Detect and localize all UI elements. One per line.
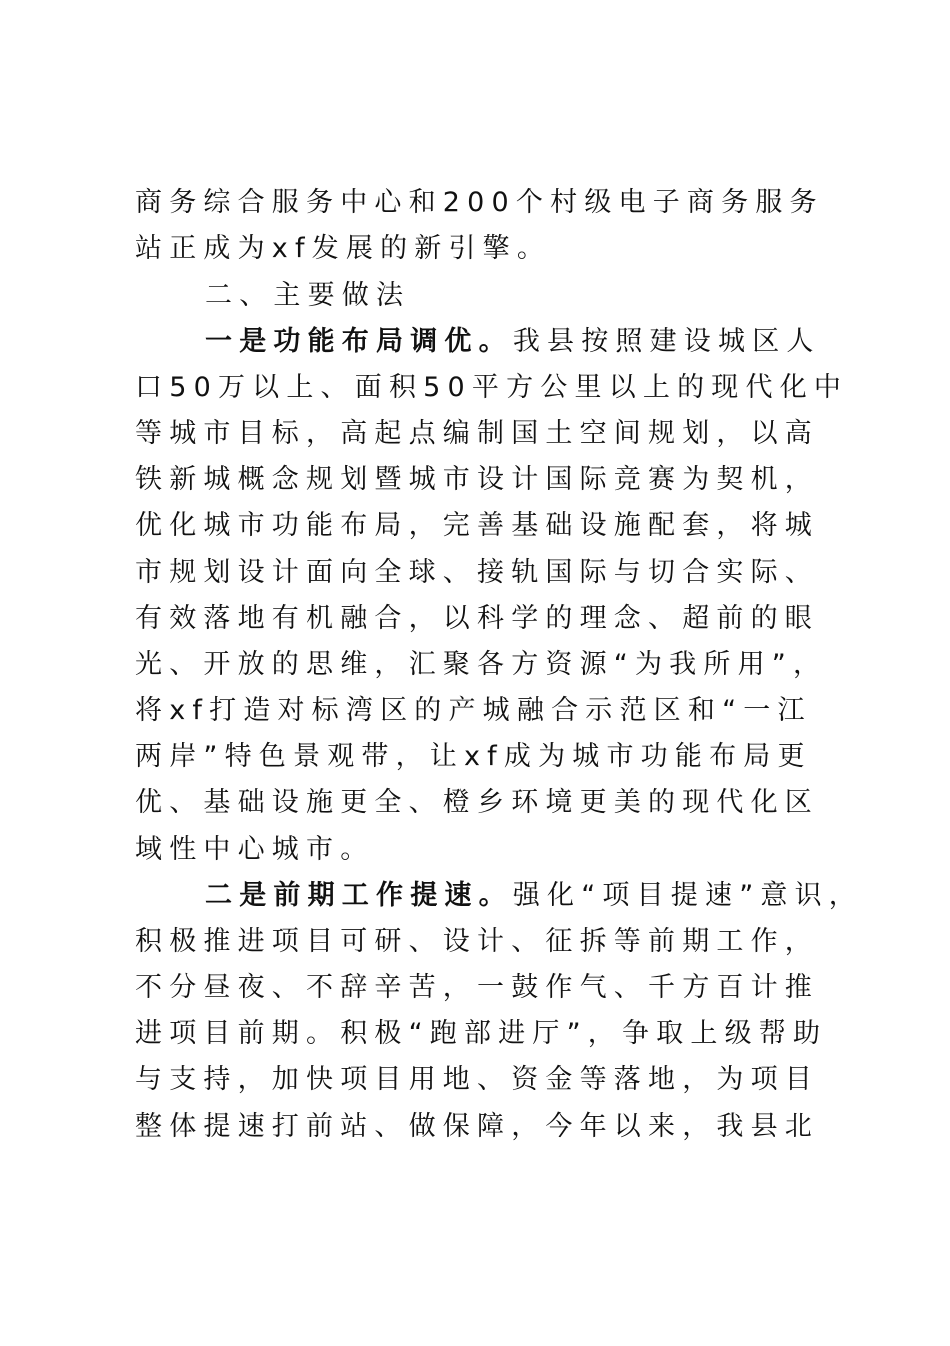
text-line: 等城市目标，高起点编制国土空间规划，以高 bbox=[135, 418, 819, 449]
text-line: 不分昼夜、不辞辛苦，一鼓作气、千方百计推 bbox=[135, 972, 819, 1003]
point-one-lead: 一是功能布局调优。 bbox=[205, 326, 513, 357]
point-one-text: 我县按照建设城区人 bbox=[512, 326, 821, 357]
text-line: 两岸”特色景观带，让xf成为城市功能布局更 bbox=[135, 741, 812, 772]
text-line bbox=[205, 322, 905, 362]
text-line: 与支持，加快项目用地、资金等落地，为项目 bbox=[135, 1064, 819, 1095]
text-line: 将xf打造对标湾区的产城融合示范区和“一江 bbox=[135, 695, 812, 726]
section-heading: 二、主要做法 bbox=[205, 280, 411, 311]
text-line: 优、基础设施更全、橙乡环境更美的现代化区 bbox=[135, 787, 819, 818]
text-line: 域性中心城市。 bbox=[135, 834, 375, 865]
point-two-lead: 二是前期工作提速。 bbox=[205, 880, 513, 911]
text-line: 进项目前期。积极“跑部进厅”，争取上级帮助 bbox=[135, 1018, 828, 1049]
text-line: 积极推进项目可研、设计、征拆等前期工作， bbox=[135, 926, 819, 957]
text-line: 市规划设计面向全球、接轨国际与切合实际、 bbox=[135, 557, 819, 588]
text-line: 口50万以上、面积50平方公里以上的现代化中 bbox=[135, 372, 849, 403]
text-line: 铁新城概念规划暨城市设计国际竞赛为契机， bbox=[135, 464, 819, 495]
text-line: 商务综合服务中心和200个村级电子商务服务 bbox=[135, 187, 824, 218]
text-line bbox=[205, 876, 863, 916]
text-line: 有效落地有机融合，以科学的理念、超前的眼 bbox=[135, 603, 819, 634]
text-line: 优化城市功能布局，完善基础设施配套，将城 bbox=[135, 510, 819, 541]
text-line: 光、开放的思维，汇聚各方资源“为我所用”， bbox=[135, 649, 828, 680]
text-line: 整体提速打前站、做保障，今年以来，我县北 bbox=[135, 1111, 819, 1142]
point-two-text: 强化“项目提速”意识， bbox=[512, 880, 863, 911]
text-line: 站正成为xf发展的新引擎。 bbox=[135, 233, 552, 264]
